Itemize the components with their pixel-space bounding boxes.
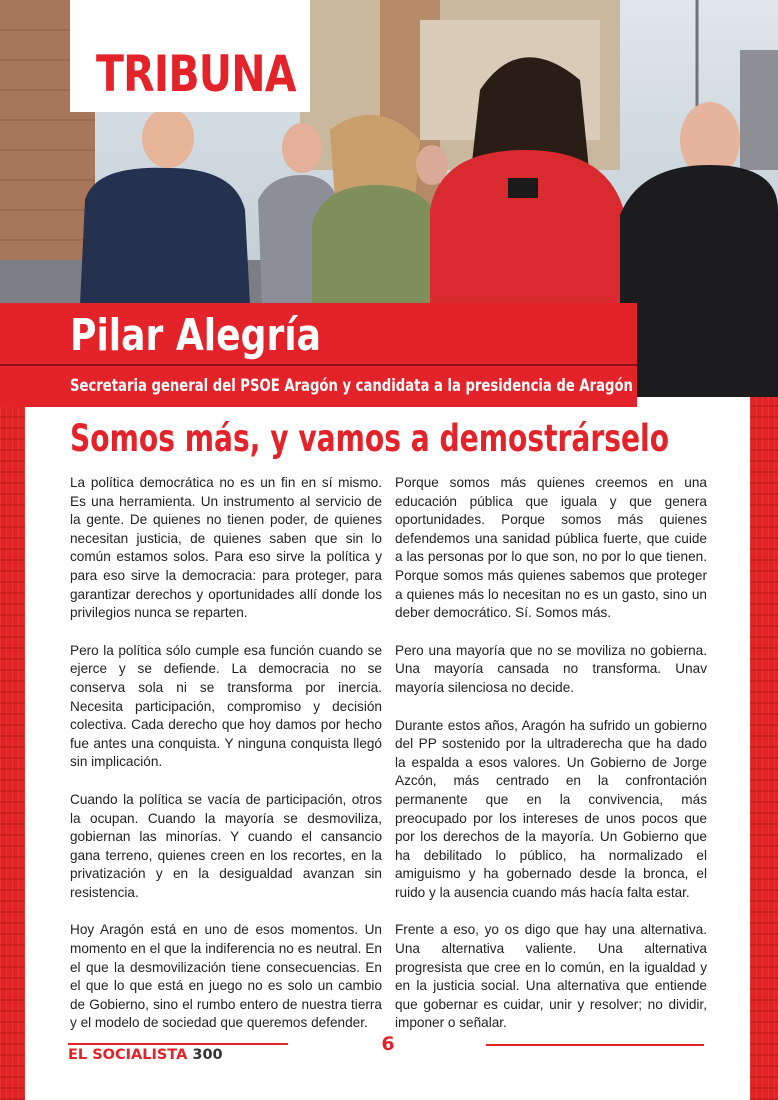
publication-name: EL SOCIALISTA (68, 1047, 188, 1063)
footer-rule-right (486, 1044, 704, 1046)
left-decorative-band (0, 395, 25, 1100)
footer-brand (68, 1046, 223, 1064)
author-banner-divider (0, 364, 637, 366)
section-label: TRIBUNA (96, 45, 296, 103)
article-paragraph: Porque somos más quienes creemos en una educación pública que iguala y que genera oportunidades. Porque somos más quienes defendemos una sanidad pública fuerte, que cuide a las personas por lo que son, no por lo que tienen. Porque somos más quienes sabemos que proteger a quienes más lo necesitan no es un gasto, sino un deber democrático. Sí. Somos más. (395, 475, 707, 621)
author-role: Secretaria general del PSOE Aragón y candidata a la presidencia de Aragón (70, 376, 633, 395)
article-paragraph: Durante estos años, Aragón ha sufrido un gobierno del PP sostenido por la ultraderecha que ha dado la espalda a esos valores. Un Gobierno de Jorge Azcón, más centrado en la confrontación permanente que en la convivencia, más preocupado por los intereses de unos pocos que por los derechos de la mayoría. Un Gobierno que ha debilitado lo público, ha normalizado el amiguismo y ha gobernado desde la bronca, el ruido y la ausencia cuando más hacía falta estar. (395, 717, 707, 900)
article-paragraph: Cuando la política se vacía de participación, otros la ocupan. Cuando la mayoría se desmoviliza, gobiernan las minorías. Y cuando el cansancio gana terreno, quienes creen en los recortes, en la privatización y en la desigualdad avanzan sin resistencia. (70, 791, 382, 900)
issue-number: 300 (192, 1047, 223, 1063)
article-paragraph: Hoy Aragón está en uno de esos momentos. Un momento en el que la indiferencia no es neutral. En el que la desmovilización tiene consecuencias. En el que lo que está en juego no es solo un cambio de Gobierno, sino el rumbo entero de nuestra tierra y el modelo de sociedad que queremos defender. (70, 922, 382, 1031)
article-paragraph: Pero una mayoría que no se moviliza no gobierna. Una mayoría cansada no transforma. Unav mayoría silenciosa no decide. (395, 642, 707, 695)
article-headline: Somos más, y vamos a demostrárselo (70, 417, 670, 460)
page-number: 6 (381, 1033, 395, 1055)
article-paragraph: Pero la política sólo cumple esa función cuando se ejerce y se defiende. La democracia no se conserva sola ni se transforma por inercia. Necesita participación, compromiso y decisión colectiva. Cada derecho que hoy damos por hecho fue antes una conquista. Y ninguna conquista llegó sin implicación. (70, 642, 382, 770)
author-name: Pilar Alegría (70, 310, 321, 361)
article-paragraph: La política democrática no es un fin en sí mismo. Es una herramienta. Un instrumento al servicio de la gente. De quienes no tienen poder, de quienes necesitan justicia, de quienes saben que sin lo común estamos solos. Para eso sirve la política y para eso sirve la democracia: para proteger, para garantizar derechos y oportunidades allí donde los privilegios nunca se reparten. (70, 475, 382, 621)
article-paragraph: Frente a eso, yo os digo que hay una alternativa. Una alternativa valiente. Una alternativa progresista que cree en lo común, en la igualdad y en la justicia social. Una alternativa que entiende que gobernar es cuidar, unir y resolver; no dividir, imponer o señalar. (395, 922, 707, 1031)
right-decorative-band (750, 395, 778, 1100)
article-column-left (70, 474, 382, 1052)
footer-rule-left (68, 1043, 288, 1045)
article-column-right (395, 474, 707, 1052)
